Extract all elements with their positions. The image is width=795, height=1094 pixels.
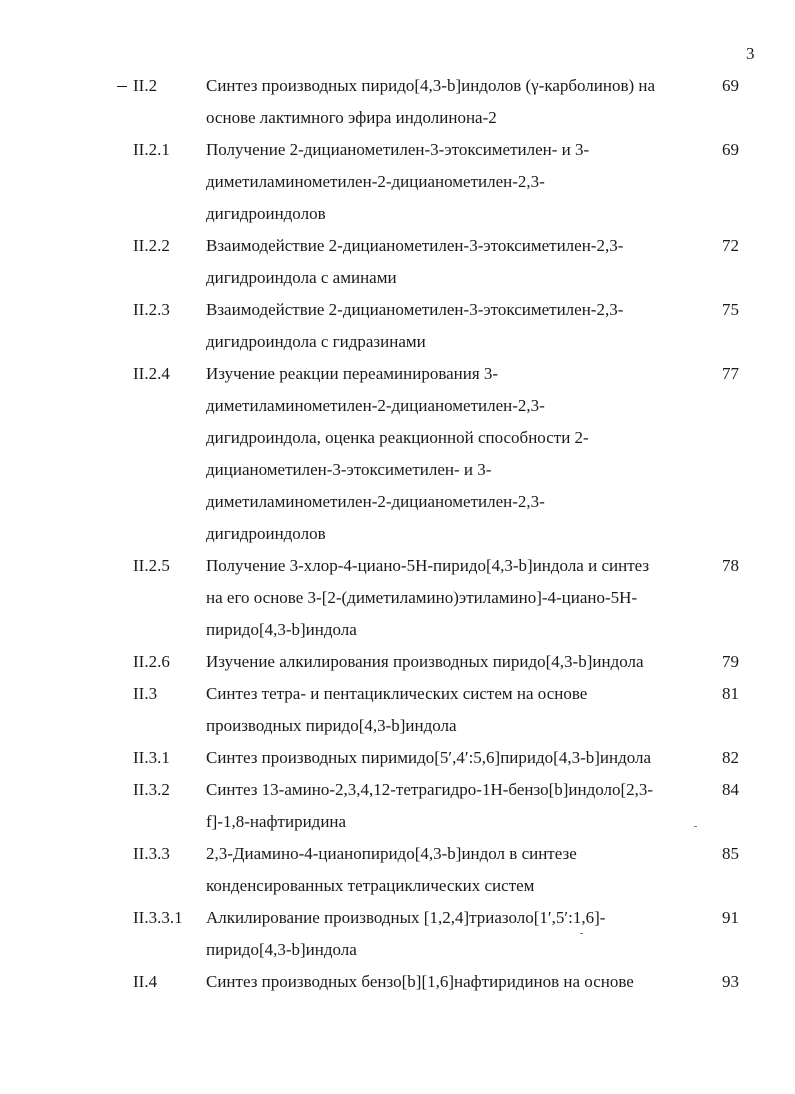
section-number: II.3 bbox=[133, 684, 158, 703]
section-number: II.3.3.1 bbox=[133, 908, 183, 927]
section-title bbox=[206, 678, 706, 742]
toc-entry bbox=[0, 358, 795, 550]
section-title bbox=[206, 966, 706, 998]
section-title-line: Алкилирование производных [1,2,4]триазоло[1′,5′:1,6]- bbox=[206, 908, 606, 927]
toc-entry bbox=[0, 966, 795, 998]
section-number: II.2 bbox=[133, 76, 158, 95]
section-number: II.2.1 bbox=[133, 140, 170, 159]
section-title-line: Синтез производных пиридо[4,3-b]индолов (γ-карболинов) на bbox=[206, 76, 656, 95]
section-title bbox=[206, 646, 706, 678]
section-number: II.2.2 bbox=[133, 236, 170, 255]
section-number: II.2.4 bbox=[133, 364, 170, 383]
section-title bbox=[206, 902, 706, 966]
table-of-contents bbox=[0, 70, 795, 998]
section-title-line: Синтез тетра- и пентациклических систем на основе bbox=[206, 684, 588, 703]
section-title-line: Синтез 13-амино-2,3,4,12-тетрагидро-1H-бензо[b]индоло[2,3- bbox=[206, 780, 654, 799]
section-title bbox=[206, 230, 706, 294]
toc-entry bbox=[0, 70, 795, 134]
section-title bbox=[206, 742, 706, 774]
section-title-line: дигидроиндолов bbox=[206, 524, 326, 543]
section-page-number: 72 bbox=[722, 236, 739, 255]
section-title bbox=[206, 358, 706, 550]
section-title-line: Синтез производных бензо[b][1,6]нафтиридинов на основе bbox=[206, 972, 634, 991]
section-number: II.3.1 bbox=[133, 748, 170, 767]
section-title-line: диметиламинометилен-2-дицианометилен-2,3- bbox=[206, 492, 545, 511]
section-page-number: 91 bbox=[722, 908, 739, 927]
section-number: II.2.6 bbox=[133, 652, 170, 671]
section-page-number: 93 bbox=[722, 972, 739, 991]
section-title-line: дигидроиндола с аминами bbox=[206, 268, 397, 287]
section-page-number: 78 bbox=[722, 556, 739, 575]
section-title-line: Взаимодействие 2-дицианометилен-3-этоксиметилен-2,3- bbox=[206, 300, 624, 319]
section-page-number: 82 bbox=[722, 748, 739, 767]
section-page-number: 84 bbox=[722, 780, 739, 799]
toc-entry bbox=[0, 646, 795, 678]
section-title-line: Изучение реакции переаминирования 3- bbox=[206, 364, 499, 383]
toc-entry bbox=[0, 230, 795, 294]
toc-entry bbox=[0, 134, 795, 230]
section-title-line: дигидроиндола с гидразинами bbox=[206, 332, 426, 351]
section-title bbox=[206, 70, 706, 134]
section-title-line: дигидроиндолов bbox=[206, 204, 326, 223]
section-page-number: 79 bbox=[722, 652, 739, 671]
section-page-number: 81 bbox=[722, 684, 739, 703]
section-number: II.2.3 bbox=[133, 300, 170, 319]
section-title bbox=[206, 550, 706, 646]
section-title-line: производных пиридо[4,3-b]индола bbox=[206, 716, 457, 735]
toc-entry bbox=[0, 678, 795, 742]
section-title-line: диметиламинометилен-2-дицианометилен-2,3- bbox=[206, 396, 545, 415]
section-title-line: диметиламинометилен-2-дицианометилен-2,3- bbox=[206, 172, 545, 191]
section-title bbox=[206, 774, 706, 838]
margin-dash-mark bbox=[117, 86, 127, 87]
scan-speck bbox=[580, 933, 583, 934]
section-number: II.2.5 bbox=[133, 556, 170, 575]
section-title-line: конденсированных тетрациклических систем bbox=[206, 876, 535, 895]
section-title-line: основе лактимного эфира индолинона-2 bbox=[206, 108, 497, 127]
section-number: II.4 bbox=[133, 972, 158, 991]
section-title-line: пиридо[4,3-b]индола bbox=[206, 940, 357, 959]
section-title-line: Синтез производных пиримидо[5′,4′:5,6]пиридо[4,3-b]индола bbox=[206, 748, 652, 767]
section-page-number: 69 bbox=[722, 140, 739, 159]
section-title-line: f]-1,8-нафтиридина bbox=[206, 812, 347, 831]
section-page-number: 85 bbox=[722, 844, 739, 863]
section-number: II.3.2 bbox=[133, 780, 170, 799]
section-title-line: дигидроиндола, оценка реакционной способности 2- bbox=[206, 428, 589, 447]
toc-entry bbox=[0, 774, 795, 838]
toc-entry bbox=[0, 902, 795, 966]
toc-entry bbox=[0, 838, 795, 902]
section-number: II.3.3 bbox=[133, 844, 170, 863]
section-title bbox=[206, 838, 706, 902]
section-page-number: 77 bbox=[722, 364, 739, 383]
section-title-line: на его основе 3-[2-(диметиламино)этиламино]-4-циано-5H- bbox=[206, 588, 638, 607]
section-title-line: Изучение алкилирования производных пиридо[4,3-b]индола bbox=[206, 652, 644, 671]
section-page-number: 75 bbox=[722, 300, 739, 319]
section-title-line: Получение 2-дицианометилен-3-этоксиметилен- и 3- bbox=[206, 140, 590, 159]
scan-speck bbox=[694, 826, 697, 827]
section-page-number: 69 bbox=[722, 76, 739, 95]
section-title-line: Взаимодействие 2-дицианометилен-3-этоксиметилен-2,3- bbox=[206, 236, 624, 255]
section-title-line: Получение 3-хлор-4-циано-5H-пиридо[4,3-b]индола и синтез bbox=[206, 556, 650, 575]
section-title bbox=[206, 294, 706, 358]
section-title bbox=[206, 134, 706, 230]
toc-entry bbox=[0, 550, 795, 646]
toc-entry bbox=[0, 742, 795, 774]
section-title-line: дицианометилен-3-этоксиметилен- и 3- bbox=[206, 460, 492, 479]
section-title-line: 2,3-Диамино-4-цианопиридо[4,3-b]индол в синтезе bbox=[206, 844, 577, 863]
page-number: 3 bbox=[746, 44, 755, 63]
toc-entry bbox=[0, 294, 795, 358]
section-title-line: пиридо[4,3-b]индола bbox=[206, 620, 357, 639]
